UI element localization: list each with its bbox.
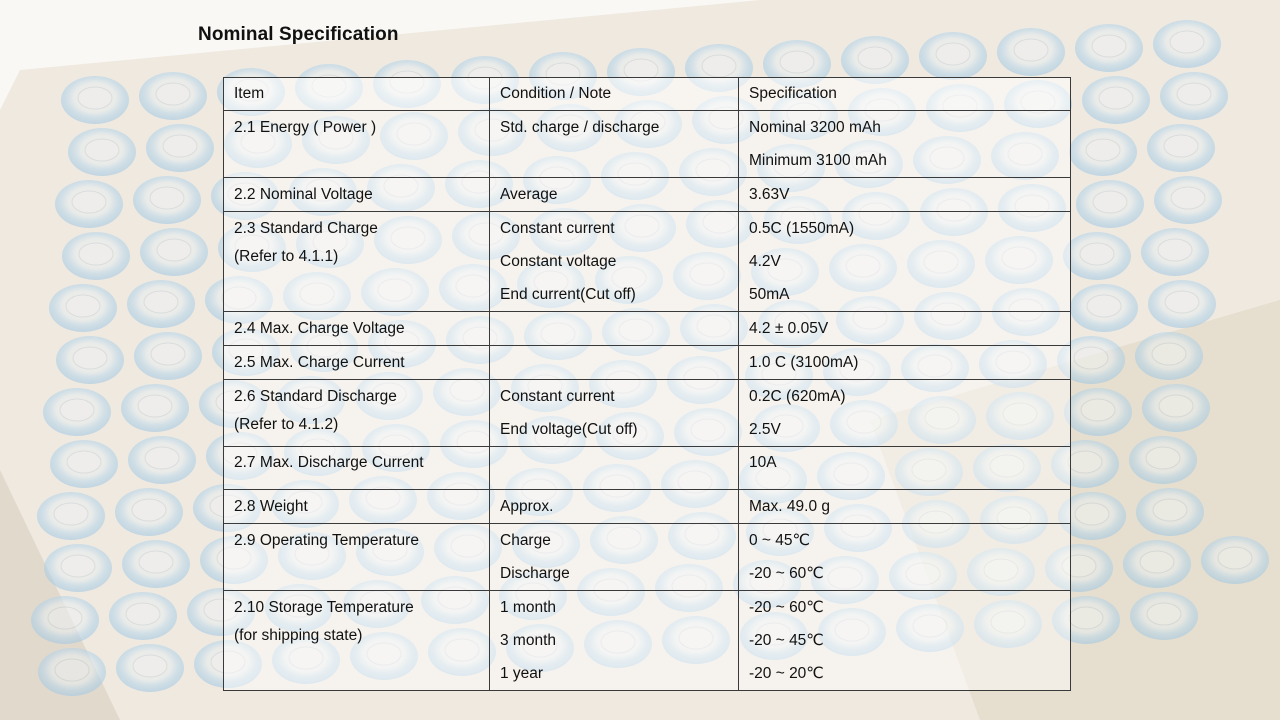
condition-cell	[490, 111, 739, 178]
cell-line: 0.2C (620mA)	[749, 388, 846, 405]
condition-cell	[490, 346, 739, 380]
item-cell	[224, 490, 490, 524]
condition-cell	[490, 447, 739, 490]
battery-cap-shape	[1068, 451, 1102, 473]
cell-line: 10A	[749, 454, 777, 471]
table-row	[224, 111, 1071, 178]
battery-cap-shape	[1164, 135, 1198, 157]
battery-cap-shape	[1081, 399, 1115, 421]
battery-cap-shape	[1075, 503, 1109, 525]
battery-cap-shape	[936, 43, 970, 65]
battery-cap-shape	[132, 499, 166, 521]
table-row	[224, 524, 1071, 591]
battery-cap-shape	[1092, 35, 1126, 57]
table-row	[224, 312, 1071, 346]
cell-line: Minimum 3100 mAh	[749, 152, 887, 169]
cell-line: -20 ~ 60℃	[749, 599, 824, 616]
cell-line: 2.8 Weight	[234, 498, 308, 515]
cell-line: End current(Cut off)	[500, 286, 636, 303]
item-cell	[224, 312, 490, 346]
battery-cap-shape	[72, 191, 106, 213]
cell-line: 2.2 Nominal Voltage	[234, 186, 373, 203]
spec-cell	[739, 591, 1071, 691]
condition-cell	[490, 490, 739, 524]
spec-cell	[739, 490, 1071, 524]
cell-line: -20 ~ 20℃	[749, 665, 824, 682]
battery-cap-shape	[1147, 603, 1181, 625]
battery-cap-shape	[66, 295, 100, 317]
cell-line: -20 ~ 60℃	[749, 565, 824, 582]
header-condition: Condition / Note	[490, 78, 739, 111]
table-row	[224, 490, 1071, 524]
cell-line: Std. charge / discharge	[500, 119, 660, 136]
battery-cap-shape	[702, 55, 736, 77]
table-row	[224, 212, 1071, 312]
spec-cell	[739, 447, 1071, 490]
cell-line: 2.6 Standard Discharge	[234, 388, 397, 405]
cell-line: 2.10 Storage Temperature	[234, 599, 414, 616]
battery-cap-shape	[1140, 551, 1174, 573]
cell-line: Constant current	[500, 388, 615, 405]
battery-cap-shape	[144, 291, 178, 313]
battery-cap-shape	[1086, 139, 1120, 161]
battery-cap-shape	[1069, 607, 1103, 629]
cell-line: Average	[500, 186, 558, 203]
cell-line: 0.5C (1550mA)	[749, 220, 855, 237]
cell-line: End voltage(Cut off)	[500, 421, 638, 438]
table-row	[224, 380, 1071, 447]
battery-cap-shape	[1093, 191, 1127, 213]
battery-cap-shape	[48, 607, 82, 629]
condition-cell	[490, 524, 739, 591]
table-row	[224, 178, 1071, 212]
page-title: Nominal Specification	[198, 24, 399, 45]
battery-cap-shape	[1099, 87, 1133, 109]
cell-line: 2.5 Max. Charge Current	[234, 354, 405, 371]
item-cell	[224, 212, 490, 312]
item-cell	[224, 380, 490, 447]
battery-cap-shape	[1177, 83, 1211, 105]
battery-cap-shape	[1074, 347, 1108, 369]
battery-cap-shape	[1158, 239, 1192, 261]
condition-cell	[490, 312, 739, 346]
header-specification: Specification	[739, 78, 1071, 111]
condition-cell	[490, 212, 739, 312]
battery-cap-shape	[150, 187, 184, 209]
battery-cap-shape	[55, 659, 89, 681]
battery-cap-shape	[780, 51, 814, 73]
battery-cap-shape	[1080, 243, 1114, 265]
battery-cap-shape	[1152, 343, 1186, 365]
battery-cap-shape	[151, 343, 185, 365]
item-cell	[224, 346, 490, 380]
cell-line: 2.9 Operating Temperature	[234, 532, 419, 549]
spec-cell	[739, 111, 1071, 178]
battery-cap-shape	[1153, 499, 1187, 521]
table-header-row	[224, 78, 1071, 111]
battery-cap-shape	[1170, 31, 1204, 53]
cell-line: Charge	[500, 532, 551, 549]
battery-cap-shape	[1165, 291, 1199, 313]
battery-cap-shape	[1087, 295, 1121, 317]
item-cell	[224, 178, 490, 212]
battery-cap-shape	[1171, 187, 1205, 209]
battery-cap-shape	[61, 555, 95, 577]
battery-cap-shape	[78, 87, 112, 109]
spec-table	[223, 77, 1071, 691]
cell-line: Discharge	[500, 565, 570, 582]
cell-line: 3 month	[500, 632, 557, 649]
table-row	[224, 447, 1071, 490]
cell-line: Approx.	[500, 498, 554, 515]
condition-cell	[490, 380, 739, 447]
item-cell	[224, 447, 490, 490]
spec-cell	[739, 212, 1071, 312]
table-row	[224, 591, 1071, 691]
battery-cap-shape	[73, 347, 107, 369]
cell-line: Constant voltage	[500, 253, 617, 270]
cell-line: Max. 49.0 g	[749, 498, 830, 515]
cell-line: (Refer to 4.1.1)	[234, 248, 339, 265]
battery-cap-shape	[133, 655, 167, 677]
battery-cap-shape	[126, 603, 160, 625]
condition-cell	[490, 178, 739, 212]
header-item: Item	[224, 78, 490, 111]
spec-cell	[739, 524, 1071, 591]
cell-line: 2.7 Max. Discharge Current	[234, 454, 424, 471]
cell-line: (for shipping state)	[234, 627, 363, 644]
battery-cap-shape	[145, 447, 179, 469]
table-row	[224, 346, 1071, 380]
battery-cap-shape	[1218, 547, 1252, 569]
cell-line: 50mA	[749, 286, 790, 303]
battery-cap-shape	[156, 83, 190, 105]
cell-line: 1 month	[500, 599, 557, 616]
battery-cap-shape	[163, 135, 197, 157]
item-cell	[224, 111, 490, 178]
spec-cell	[739, 312, 1071, 346]
battery-cap-shape	[54, 503, 88, 525]
spec-cell	[739, 380, 1071, 447]
cell-line: 2.4 Max. Charge Voltage	[234, 320, 405, 337]
spec-cell	[739, 178, 1071, 212]
cell-line: Nominal 3200 mAh	[749, 119, 881, 136]
battery-cap-shape	[1146, 447, 1180, 469]
battery-cap-shape	[60, 399, 94, 421]
spec-cell	[739, 346, 1071, 380]
cell-line: 2.5V	[749, 421, 781, 438]
battery-cap-shape	[139, 551, 173, 573]
cell-line: 3.63V	[749, 186, 790, 203]
cell-line: 0 ~ 45℃	[749, 532, 810, 549]
cell-line: -20 ~ 45℃	[749, 632, 824, 649]
cell-line: 2.1 Energy ( Power )	[234, 119, 377, 136]
cell-line: 4.2V	[749, 253, 781, 270]
battery-cap-shape	[858, 47, 892, 69]
battery-cap-shape	[157, 239, 191, 261]
item-cell	[224, 524, 490, 591]
item-cell	[224, 591, 490, 691]
cell-line: 2.3 Standard Charge	[234, 220, 378, 237]
condition-cell	[490, 591, 739, 691]
battery-cap-shape	[1159, 395, 1193, 417]
cell-line: (Refer to 4.1.2)	[234, 416, 339, 433]
cell-line: 4.2 ± 0.05V	[749, 320, 829, 337]
battery-cap-shape	[138, 395, 172, 417]
battery-cap-shape	[79, 243, 113, 265]
cell-line: 1 year	[500, 665, 544, 682]
battery-cap-shape	[1014, 39, 1048, 61]
cell-line: 1.0 C (3100mA)	[749, 354, 859, 371]
battery-cap-shape	[85, 139, 119, 161]
cell-line: Constant current	[500, 220, 615, 237]
battery-cap-shape	[67, 451, 101, 473]
